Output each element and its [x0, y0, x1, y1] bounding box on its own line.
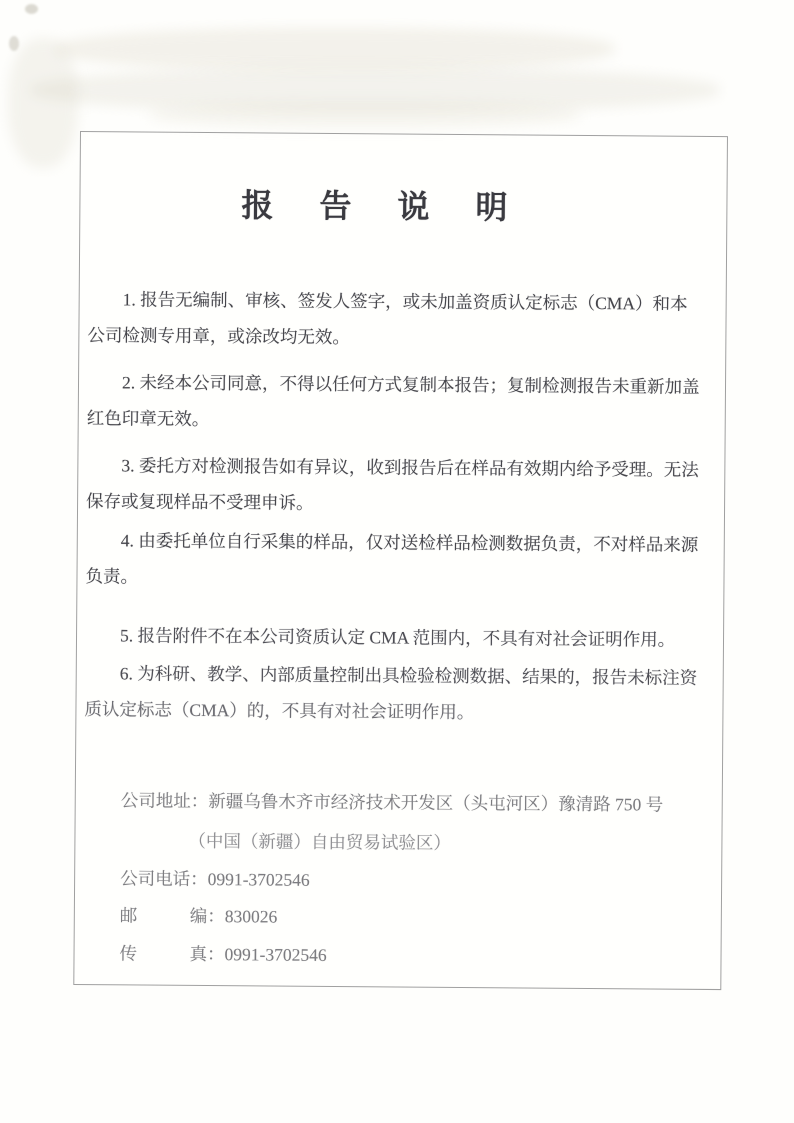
notice-item-6-line-1: 6. 为科研、教学、内部质量控制出具检验检测数据、结果的，报告未标注资 — [119, 663, 698, 688]
notice-item-4-line-1: 4. 由委托单位自行采集的样品，仅对送检样品检测数据负责，不对样品来源 — [120, 530, 699, 555]
company-phone-value: 0991-3702546 — [207, 869, 310, 890]
notice-item-1 — [87, 281, 722, 358]
scan-speck — [9, 36, 19, 51]
scan-bleedthrough-smudge — [55, 28, 615, 70]
notice-item-1-line-1: 1. 报告无编制、审核、签发人签字，或未加盖资质认定标志（CMA）和本 — [122, 289, 688, 314]
company-phone-label: 公司电话： — [120, 868, 208, 890]
notice-item-5-line-1: 5. 报告附件不在本公司资质认定 CMA 范围内，不具有对社会证明作用。 — [119, 625, 676, 650]
notice-item-5 — [85, 617, 719, 658]
notice-item-4-line-2: 负责。 — [85, 566, 139, 587]
notice-item-2-line-2: 红色印章无效。 — [86, 408, 210, 430]
notice-item-3 — [86, 447, 721, 524]
page-title: 报 告 说 明 — [241, 187, 527, 226]
notice-item-2 — [87, 364, 722, 441]
company-fax — [119, 935, 326, 973]
company-fax-label: 传 真： — [119, 943, 225, 965]
scan-speck — [25, 4, 38, 14]
notice-item-4 — [85, 522, 720, 599]
notice-border-box — [73, 131, 728, 990]
notice-item-6 — [84, 655, 719, 732]
company-address-label: 公司地址： — [120, 790, 209, 812]
scan-bleedthrough-smudge — [150, 102, 580, 128]
company-phone — [120, 860, 310, 897]
notice-item-3-line-1: 3. 委托方对检测报告如有异议，收到报告后在样品有效期内给予受理。无法 — [121, 455, 699, 480]
notice-item-6-line-2: 质认定标志（CMA）的，不具有对社会证明作用。 — [84, 699, 475, 723]
notice-item-3-line-2: 保存或复现样品不受理申诉。 — [86, 491, 314, 513]
notice-item-1-line-2: 公司检测专用章，或涂改均无效。 — [87, 325, 350, 348]
company-address-line2: （中国（新疆）自由贸易试验区） — [188, 830, 451, 853]
company-postal-label: 邮 编： — [119, 905, 225, 927]
scan-bleedthrough-smudge — [30, 68, 720, 112]
company-fax-value: 0991-3702546 — [224, 944, 327, 965]
notice-item-2-line-1: 2. 未经本公司同意，不得以任何方式复制本报告；复制检测报告未重新加盖 — [121, 372, 700, 397]
scan-bleedthrough-smudge — [8, 38, 78, 168]
company-address — [121, 782, 664, 822]
company-postal-value: 830026 — [224, 906, 278, 927]
company-postal-code — [120, 897, 278, 934]
company-address-value: 新疆乌鲁木齐市经济技术开发区（头屯河区）豫清路 750 号 — [208, 791, 664, 815]
